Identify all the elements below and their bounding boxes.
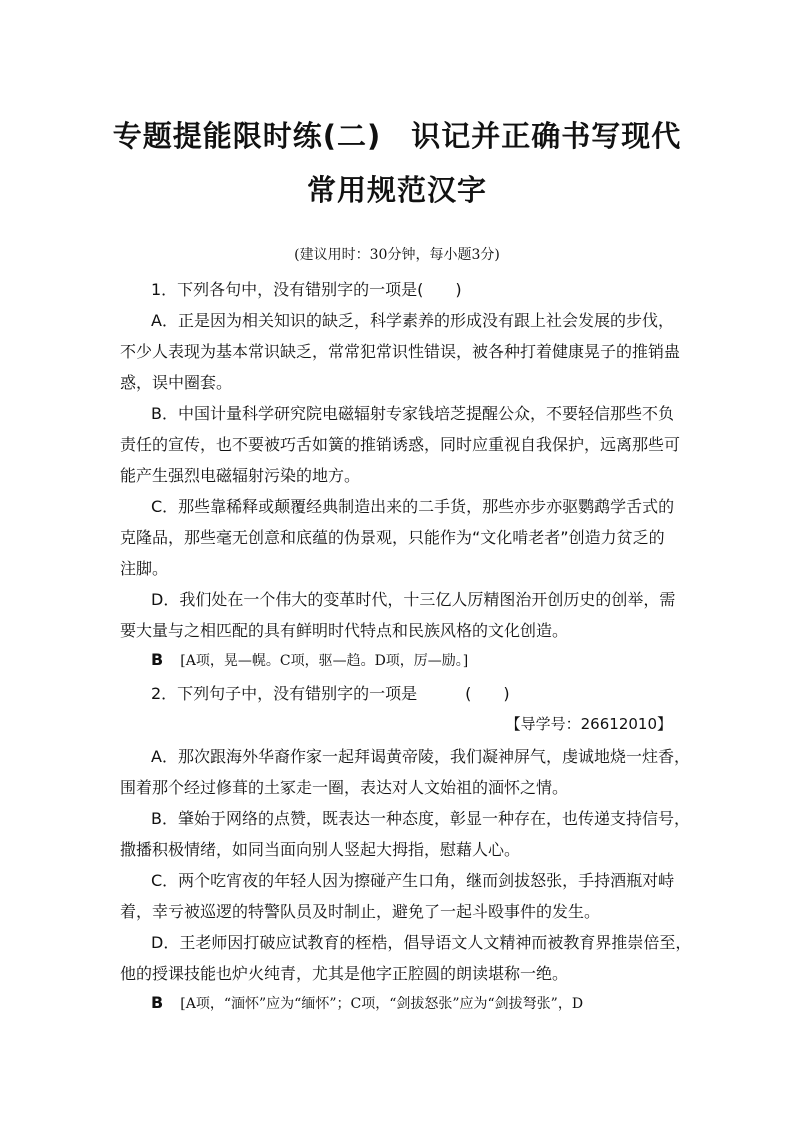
q2-option-a-line-1: A．那次跟海外华裔作家一起拜谒黄帝陵，我们凝神屏气，虔诚地烧一炷香， <box>151 747 690 766</box>
q1-stem: 1．下列各句中，没有错别字的一项是( ) <box>151 280 462 299</box>
page-title-line-2: 常用规范汉字 <box>306 173 487 207</box>
q1-answer-letter: B <box>151 650 164 669</box>
q2-stem: 2．下列句子中，没有错别字的一项是 ( ) <box>151 684 510 703</box>
q2-option-c-line-1: C．两个吃宵夜的年轻人因为擦碰产生口角，继而剑拔怒张，手持酒瓶对峙 <box>151 871 675 890</box>
q1-option-d-line-2: 要大量与之相匹配的具有鲜明时代特点和民族风格的文化创造。 <box>120 621 569 640</box>
q1-option-a-line-3: 惑，误中圈套。 <box>120 373 233 392</box>
q1-option-d-line-1: D．我们处在一个伟大的变革时代，十三亿人厉精图治开创历史的创举，需 <box>151 590 676 609</box>
time-note: (建议用时：30分钟，每小题3分) <box>294 247 500 263</box>
q2-option-d-line-1: D．王老师因打破应试教育的桎梏，倡导语文人文精神而被教育界推崇倍至， <box>151 933 692 952</box>
q1-option-b-line-1: B．中国计量科学研究院电磁辐射专家钱培芝提醒公众，不要轻信那些不负 <box>151 404 674 423</box>
q2-option-b-line-1: B．肇始于网络的点赞，既表达一种态度，彰显一种存在，也传递支持信号， <box>151 809 690 828</box>
q2-answer <box>151 993 711 1013</box>
q1-answer <box>151 650 711 670</box>
q1-option-b-line-2: 责任的宣传，也不要被巧舌如簧的推销诱惑，同时应重视自我保护，远离那些可 <box>120 435 681 454</box>
q1-option-b-line-3: 能产生强烈电磁辐射污染的地方。 <box>120 466 361 485</box>
q2-answer-letter: B <box>151 993 164 1012</box>
q1-answer-explanation: [A项，晃—幌。C项，驱—趋。D项，厉—励。] <box>180 653 469 669</box>
q2-answer-explanation: [A项，“湎怀”应为“缅怀”；C项，“剑拔怒张”应为“剑拔弩张”，D <box>180 996 584 1012</box>
q2-option-c-line-2: 着，幸亏被巡逻的特警队员及时制止，避免了一起斗殴事件的发生。 <box>120 902 601 921</box>
q2-reference-number: 【导学号：26612010】 <box>505 715 672 733</box>
q1-option-c-line-1: C．那些靠稀释或颠覆经典制造出来的二手货，那些亦步亦驱鹦鹉学舌式的 <box>151 497 675 516</box>
q1-option-c-line-3: 注脚。 <box>120 559 169 578</box>
q1-option-a-line-1: A．正是因为相关知识的缺乏，科学素养的形成没有跟上社会发展的步伐， <box>151 311 674 330</box>
q1-option-c-line-2: 克隆品，那些毫无创意和底蕴的伪景观，只能作为“文化啃老者”创造力贫乏的 <box>120 528 665 547</box>
page-title-line-1: 专题提能限时练(二) 识记并正确书写现代 <box>112 119 682 153</box>
q2-option-a-line-2: 围着那个经过修葺的土冢走一圈，表达对人文始祖的湎怀之情。 <box>120 778 569 797</box>
q1-option-a-line-2: 不少人表现为基本常识缺乏，常常犯常识性错误，被各种打着健康晃子的推销蛊 <box>120 342 681 361</box>
q2-option-d-line-2: 他的授课技能也炉火纯青，尤其是他字正腔圆的朗读堪称一绝。 <box>120 964 569 983</box>
q2-option-b-line-2: 撒播积极情绪，如同当面向别人竖起大拇指，慰藉人心。 <box>120 840 521 859</box>
